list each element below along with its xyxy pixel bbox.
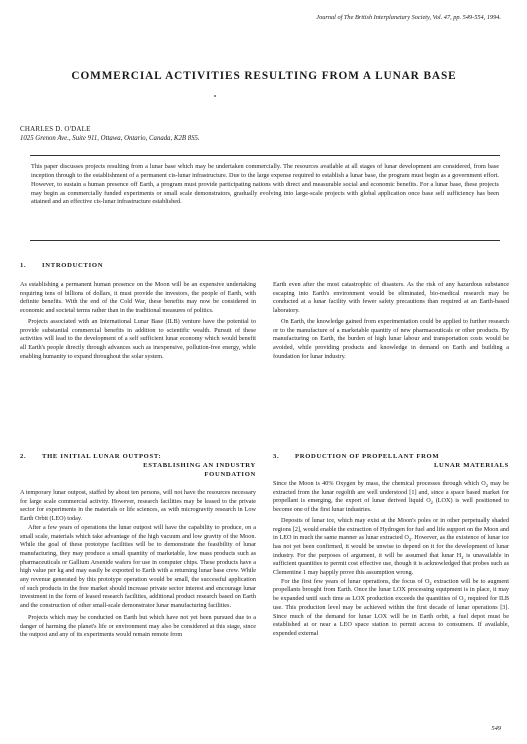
section-2-body <box>20 489 256 640</box>
section-2-paragraph-3: Projects which may be conducted on Earth but which have not yet been pursued due to a danger of harming the planet's life or environment may also be considered at this stage, since the outpost and any of its experiments would remain remote from <box>20 613 256 639</box>
section-1-heading <box>20 262 256 271</box>
section-1-paragraph-4: On Earth, the knowledge gained from experimentation could be applied to further research or to the manufacture of a marketable quantity of new pharmaceuticals or other products. By manufacturing on Earth, the burden of high lunar labour and transportation costs would be avoided, while providing products and knowledge in demand on Earth and building a foundation for lunar industry. <box>273 317 509 360</box>
section-3-title-line-2: LUNAR MATERIALS <box>433 462 509 469</box>
section-2-title-line-3: FOUNDATION <box>204 471 256 478</box>
section-2-paragraph-1: A temporary lunar outpost, staffed by about ten persons, will not have the resources necessary for large scale commercial activity. However, research facilities may be leased to the private sector for experiments in the materials or life sciences, as with microgravity research in Low Earth Orbit (LEO) today. <box>20 489 256 523</box>
section-3-number: 3. <box>273 453 280 460</box>
section-1-paragraph-1: As establishing a permanent human presence on the Moon will be an expensive undertaking requiring tens of billions of dollars, it must provide the investors, the people of Earth, with definite benefits. With the end of the Cold War, these benefits may now be considered in economic and societal terms rather than in the traditional measures of politics. <box>20 281 256 315</box>
section-3-heading <box>273 452 509 470</box>
section-3-paragraph-2: Deposits of lunar ice, which may exist at the Moon's poles or in other perpetually shaded regions [2], would enable the extraction of Hydrogen for fuel and life support on the Moon and in LEO in much the same manner as lunar extracted $O_2$. However, as the existence of lunar ice has not yet been confirmed, it would be unwise to depend on it for the development of lunar industry. For the purposes of argument, it will be assumed that lunar $H_2$ is unavailable in sufficient quantities to permit cost effective use, though it is acknowledged that probes such as Clementine 1 may happily prove this assumption wrong. <box>273 516 509 577</box>
section-3-paragraph-3: For the first few years of lunar operations, the focus of $O_2$ extraction will be to augment propellants brought from Earth. Once the lunar LOX processing equipment is in place, it may be expanded until such time as LOX production exceeds the quantities of $O_2$ required for ILB use. This production level may be achieved within the first decade of lunar operations [3]. Since much of the demand for lunar LOX will be in Earth orbit, a fuel depot must be established at or near a LEO space station to permit access to consumers. If available, expended external <box>273 577 510 637</box>
author-name: CHARLES D. O'DALE <box>20 125 91 133</box>
section-2-heading-block <box>20 452 256 479</box>
page-number: 549 <box>491 725 501 732</box>
section-3-body <box>273 480 509 639</box>
section-2-title-line-1: THE INITIAL LUNAR OUTPOST: <box>42 453 162 460</box>
journal-citation: Journal of The British Interplanetary Society, Vol. 47, pp. 549-554, 1994. <box>316 14 501 21</box>
right-column-top <box>273 281 509 361</box>
section-2-number: 2. <box>20 453 27 460</box>
author-affiliation: 1025 Grenon Ave., Suite 911, Ottawa, Ontario, Canada, K2B 8S5. <box>20 135 200 142</box>
section-1-paragraph-2: Projects associated with an International Lunar Base (ILB) venture have the potential to provide substantial commercial benefits in addition to scientific wealth. Pursuit of these activities will lead to the development of a self sufficient lunar economy which would benefit all Earth's people directly through advances such as inexpensive, pollution-free energy, while enabling humanity to expand throughout the solar system. <box>20 317 256 360</box>
abstract: This paper discusses projects resulting from a lunar base which may be undertaken commercially. The resources available at all stages of lunar development are considered, from base inception through to the establishment of a permanent cis-lunar infrastructure. Due to the large expense required to establish a lunar base, the program must begin as a government effort. However, to sustain a human presence off Earth, a program must provide participating nations with direct and measurable social and economic benefits. For a lunar base, these projects may begin as commercially funded experiments or small scale demonstrators, gradually evolving into large-scale projects with global application once base self sufficiency has been attained and an effective cis-lunar infrastructure established. <box>31 163 499 206</box>
section-3-paragraph-1: Since the Moon is 40% Oxygen by mass, the chemical processes through which $O_2$ may be extracted from the lunar regolith are well understood [1] and, since a space based market for propellant is emerging, the export of lunar derived liquid $O_2$ (LOX) is well positioned to become one of the first lunar industries. <box>273 480 509 514</box>
section-1-number: 1. <box>20 262 27 269</box>
abstract-top-rule <box>30 155 500 156</box>
section-2-heading <box>20 452 256 479</box>
section-3-heading-block <box>273 452 509 470</box>
decorative-dot <box>214 95 216 97</box>
left-column <box>20 262 256 271</box>
paper-title: COMMERCIAL ACTIVITIES RESULTING FROM A LUNAR BASE <box>71 70 457 82</box>
section-2-title-line-2: ESTABLISHING AN INDUSTRY <box>143 462 256 469</box>
section-3-title-line-1: PRODUCTION OF PROPELLANT FROM <box>295 453 440 460</box>
section-1-paragraph-3: Earth even after the most catastrophic of disasters. As the risk of any hazardous substance escaping into Earth's environment would be eliminated, bio-medical research may be conducted at a lunar facility with fewer safety precautions than required at an Earth-based laboratory. <box>273 281 509 315</box>
abstract-bottom-rule <box>30 240 500 241</box>
section-2-paragraph-2: After a few years of operations the lunar outpost will have the capability to produce, on a small scale, materials which take advantage of the high vacuum and low gravity of the Moon. While the goal of these prototype facilities will be to demonstrate the feasibility of lunar manufacturing, they may produce a small quantity of marketable, low mass products such as pharmaceuticals or Gallium Arsenide wafers for use in computer chips. These products have a high value per kg and may easily be exported to Earth with a returning lunar base crew. While any revenue generated by this prototype operation would be small, the successful application of such products in the free market should increase private sector interest and encourage lunar investment in the form of leased research facilities, additional product research based on Earth and the construction of other small-scale demonstrator lunar manufacturing facilities. <box>20 523 256 610</box>
section-1-title: INTRODUCTION <box>42 262 104 269</box>
section-1-body <box>20 281 256 361</box>
